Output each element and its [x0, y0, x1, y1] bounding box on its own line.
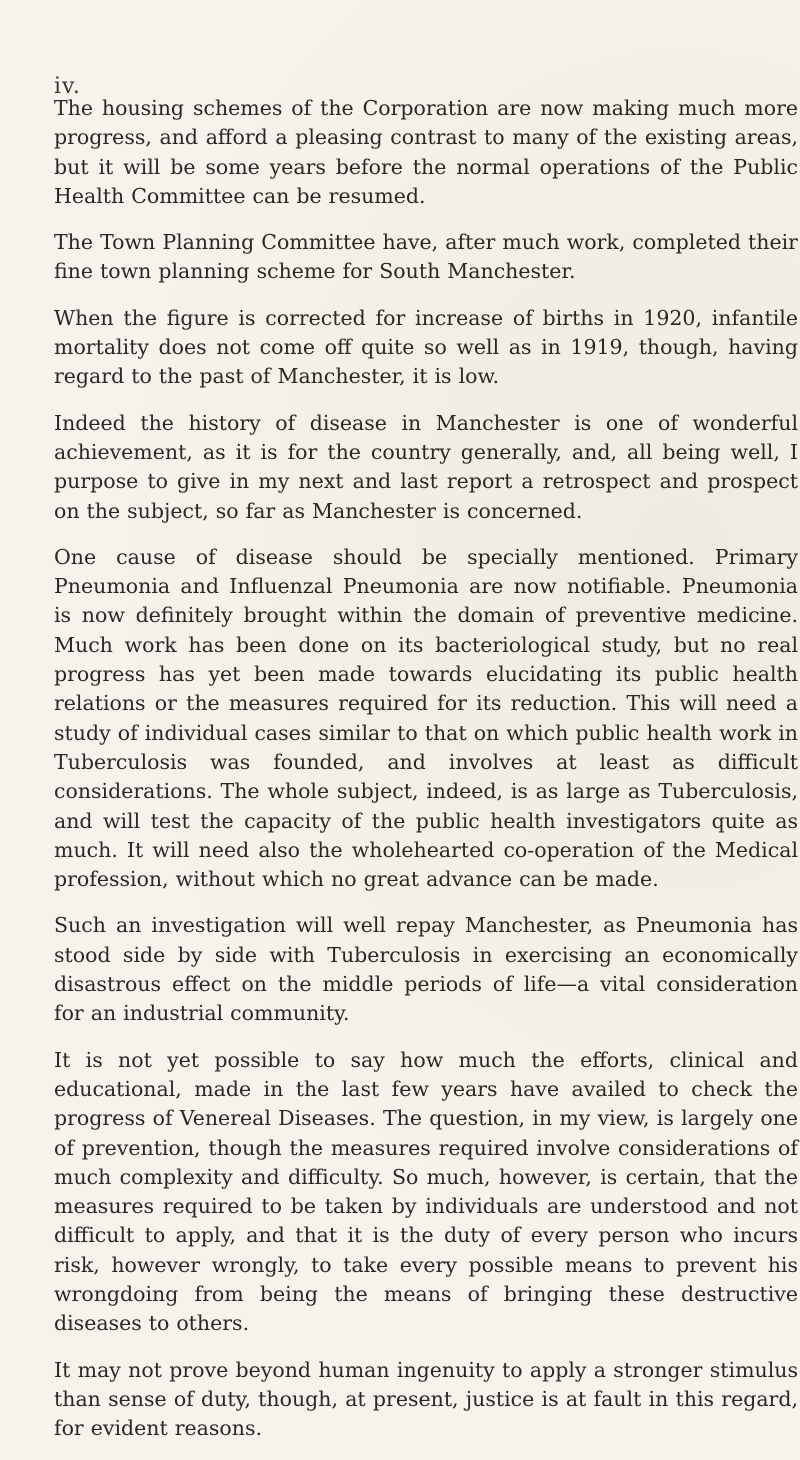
paragraph-stimulus: It may not prove beyond human ingenuity to apply a stronger stimulus than sense of duty, though, at present, justice is at fault in this regard, for evident reasons. — [54, 1357, 798, 1441]
paragraph-pneumonia: One cause of disease should be specially mentioned. Primary Pneumonia and Influenzal Pneumonia are now notifiable. Pneumonia is now definitely brought within the domain of preventive medicine. Much work has been done on its bacteriological study, but no real progress has yet been made towards elucidating its public health relations or the measures required for its reduction. This will need a study of individual cases similar to that on which public health work in Tuberculosis was founded, and involves at least as difficult considerations. The whole subject, indeed, is as large as Tuberculosis, and will test the capacity of the public health investigators quite as much. It will need also the wholehearted co-operation of the Medical profession, without which no great advance can be made. — [54, 544, 798, 892]
paragraph-investigation: Such an investigation will well repay Manchester, as Pneumonia has stood side by side with Tuberculosis in exercising an economically disastrous effect on the middle periods of life—a vital consideration for an industrial community. — [54, 913, 798, 1026]
paragraph-infantile-mortality: When the figure is corrected for increase of births in 1920, infantile mortality does not come off quite so well as in 1919, though, having regard to the past of Manchester, it is low. — [54, 305, 798, 389]
page-number: iv. — [54, 74, 81, 99]
paragraph-town-planning: The Town Planning Committee have, after much work, completed their fine town planning scheme for South Manchester. — [54, 230, 798, 284]
body-text — [54, 94, 798, 1460]
paragraph-housing: The housing schemes of the Corporation are now making much more progress, and afford a pleasing contrast to many of the existing areas, but it will be some years before the normal operations of the Public Health Committee can be resumed. — [54, 96, 798, 208]
paragraph-venereal-diseases: It is not yet possible to say how much the efforts, clinical and educational, made in the last few years have availed to check the progress of Venereal Diseases. The question, in my view, is largely one of prevention, though the measures required involve considerations of much complexity and difficulty. So much, however, is certain, that the measures required to be taken by individuals are understood and not difficult to apply, and that it is the duty of every person who incurs risk, however wrongly, to take every possible means to prevent his wrongdoing from being the means of bringing these destructive diseases to others. — [54, 1047, 798, 1336]
paragraph-history-of-disease: Indeed the history of disease in Manchester is one of wonderful achievement, as it is for the country generally, and, all being well, I purpose to give in my next and last report a retrospect and prospect on the subject, so far as Manchester is concerned. — [54, 410, 798, 523]
